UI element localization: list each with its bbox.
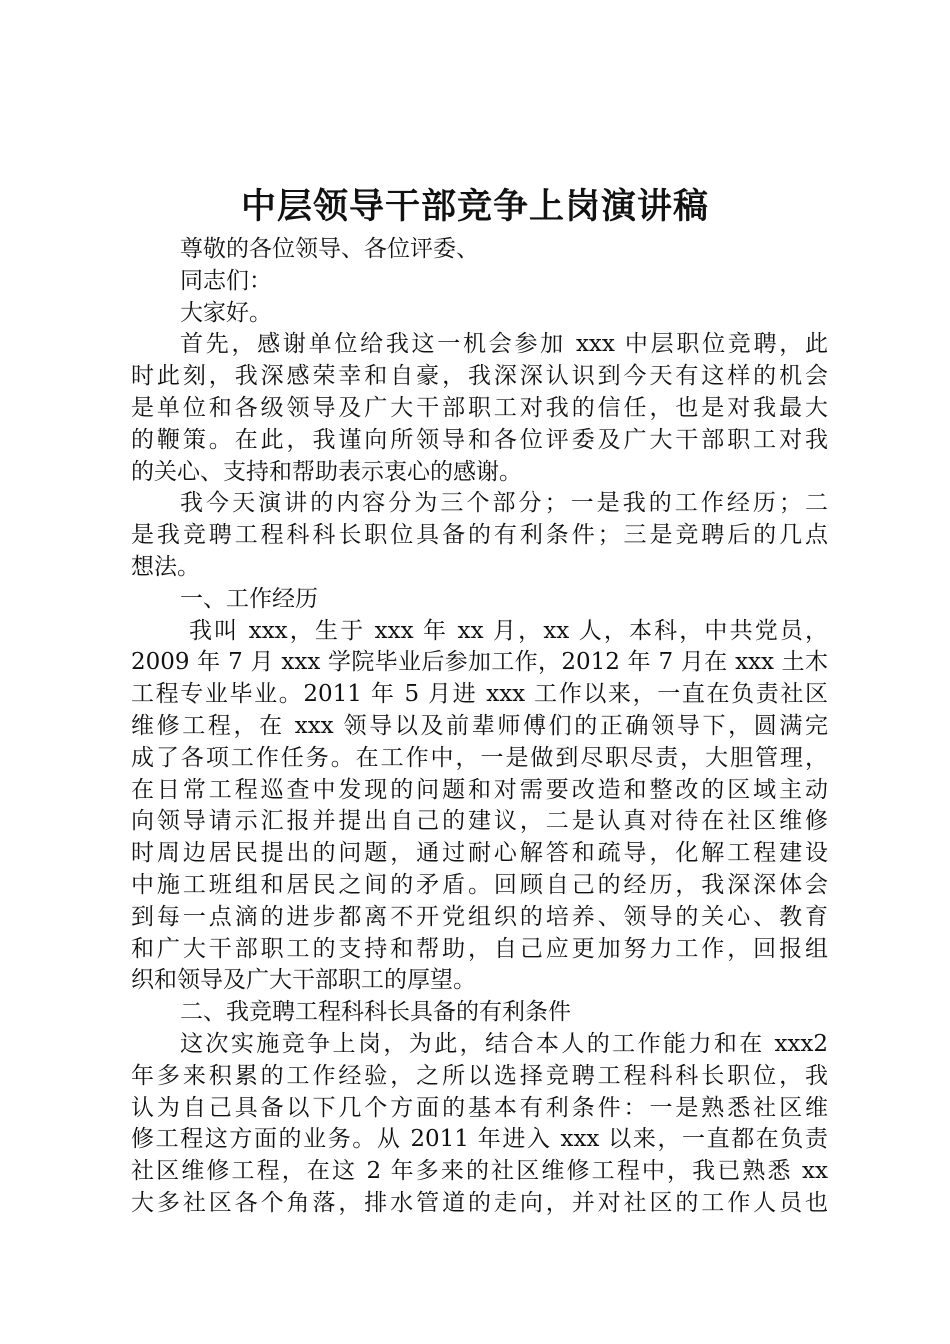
salutation-line: 尊敬的各位领导、各位评委、 <box>180 236 479 262</box>
paragraph-line: 是单位和各级领导及广大干部职工对我的信任，也是对我最大 <box>131 394 828 421</box>
salutation-line: 同志们： <box>180 267 272 294</box>
paragraph-line: 的鞭策。在此，我谨向所领导和各位评委及广大干部职工对我 <box>131 426 828 453</box>
paragraph-line: 修工程这方面的业务。从 2011 年进入 xxx 以来，一直都在负责 <box>131 1126 828 1153</box>
section-heading: 二、我竞聘工程科科长具备的有利条件 <box>180 999 571 1026</box>
paragraph-line: 社区维修工程，在这 2 年多来的社区维修工程中，我已熟悉 xx <box>131 1158 828 1185</box>
document-body <box>131 234 828 1220</box>
paragraph-line: 首先，感谢单位给我这一机会参加 xxx 中层职位竞聘，此 <box>180 331 828 358</box>
paragraph-line: 和广大干部职工的支持和帮助，自己应更加努力工作，回报组 <box>131 935 828 962</box>
paragraph-line: 向领导请示汇报并提出自己的建议，二是认真对待在社区维修 <box>131 808 828 835</box>
paragraph-line: 这次实施竞争上岗，为此，结合本人的工作能力和在 xxx2 <box>180 1030 828 1057</box>
paragraph-line: 认为自己具备以下几个方面的基本有利条件：一是熟悉社区维 <box>131 1094 828 1121</box>
section-heading: 一、工作经历 <box>180 585 318 612</box>
paragraph-line: 到每一点滴的进步都离不开党组织的培养、领导的关心、教育 <box>131 903 828 930</box>
paragraph-line: 我叫 xxx，生于 xxx 年 xx 月，xx 人，本科，中共党员， <box>189 617 828 644</box>
paragraph-line: 工程专业毕业。2011 年 5 月进 xxx 工作以来，一直在负责社区 <box>131 681 828 708</box>
document-title: 中层领导干部竞争上岗演讲稿 <box>240 187 709 227</box>
paragraph-line: 大多社区各个角落，排水管道的走向，并对社区的工作人员也 <box>131 1189 828 1216</box>
paragraph-line: 想法。 <box>131 553 200 580</box>
paragraph-line: 2009 年 7 月 xxx 学院毕业后参加工作，2012 年 7 月在 xxx 土木 <box>131 649 828 676</box>
paragraph-line: 成了各项工作任务。在工作中，一是做到尽职尽责，大胆管理， <box>131 744 828 771</box>
paragraph-line: 我今天演讲的内容分为三个部分；一是我的工作经历；二 <box>180 490 828 517</box>
paragraph-line: 年多来积累的工作经验，之所以选择竞聘工程科科长职位，我 <box>131 1062 828 1089</box>
paragraph-line: 维修工程，在 xxx 领导以及前辈师傅们的正确领导下，圆满完 <box>131 712 828 739</box>
paragraph-line: 织和领导及广大干部职工的厚望。 <box>131 967 476 994</box>
paragraph-line: 中施工班组和居民之间的矛盾。回顾自己的经历，我深深体会 <box>131 871 828 898</box>
paragraph-line: 在日常工程巡查中发现的问题和对需要改造和整改的区域主动 <box>131 776 828 803</box>
paragraph-line: 的关心、支持和帮助表示衷心的感谢。 <box>131 458 522 485</box>
paragraph-line: 时此刻，我深感荣幸和自豪，我深深认识到今天有这样的机会 <box>131 363 828 390</box>
paragraph-line: 是我竞聘工程科科长职位具备的有利条件；三是竞聘后的几点 <box>131 522 828 549</box>
greeting-line: 大家好。 <box>180 299 272 326</box>
paragraph-line: 时周边居民提出的问题，通过耐心解答和疏导，化解工程建设 <box>131 840 828 867</box>
